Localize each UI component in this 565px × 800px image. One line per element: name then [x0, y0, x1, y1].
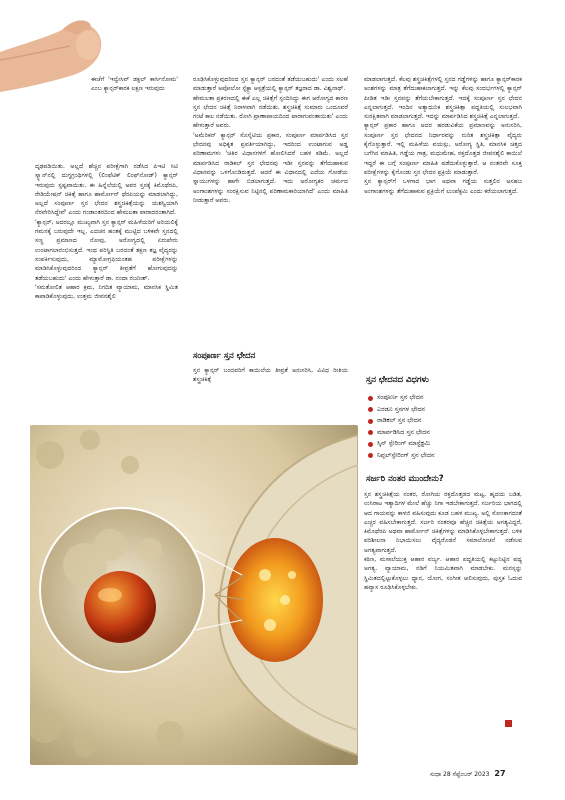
breast-tumor-illustration: [30, 425, 358, 765]
column-1-intro: [83, 75, 178, 94]
list-item: [368, 404, 528, 416]
column-2-body-text: ರೂಢಿಸಿಕೊಳ್ಳುವುದರಿಂದ ಸ್ತನ ಕ್ಯಾನ್ಸರ್ ಬರದಂತೆ ತಡೆಯಬಹುದು' ಎಂದು ಸಲಹೆ ಮಾಡುತ್ತಾರೆ ಅಪೋಲೋ ಸ್ಪೆಕ್ಟ್ರಾ ಆಸ್ಪತ್ರೆಯಲ್ಲಿ ಕ್ಯಾನ್ಸರ್ ತಜ್ಞರಾದ ಡಾ. ವಿಶ್ವನಾಥ್. ಹೇಮಲತಾ ಪ್ರಕರಣದಲ್ಲಿ ಈಕೆ ಎಲ್ಲ ಚಿಕಿತ್ಸೆಗೆ ಸ್ಪಂದಿಸಿದ್ದು ಈಗ ಆರೋಗ್ಯದ ಕಾರಣ ಸ್ತನ ಛೇದನ ಚಿಕಿತ್ಸೆ ನಿರಾಳವಾಗಿ ನಡೆಯಿತು. ಶಸ್ತ್ರಚಿಕಿತ್ಸೆ ಸುಮಾರು ಒಂದೂವರೆ ಗಂಟೆ ಕಾಲ ನಡೆಯಿತು. ರೋಗಿ ಪ್ರಾಣಾಪಾಯದಿಂದ ಪಾರಾಗುವಂತಾಯಿತು' ಎಂದು ಹೇಳುತ್ತಾರೆ ಅವರು. 'ಅಮೆರಿಕನ್ ಕ್ಯಾನ್ಸರ್ ಸೊಸೈಟಿಯ ಪ್ರಕಾರ, ಸಂಪೂರ್ಣ ಮಾರ್ಪಡಿಸಿದ ಸ್ತನ ಛೇದನವು ಅಧಿಕೃತ ಪ್ರವರ್ತಿಯಾಗಿದ್ದು, ಇದರಿಂದ ಉಂಟಾಗುವ ಅಡ್ಡ ಪರಿಣಾಮಗಳು 'ಚತಿರ ವಿಧಾನಗಳಿಗೆ ಹೋಲಿಸಿದರೆ ಬಹಳ ಕಡಿಮೆ. ಅಲ್ಲದೆ ಮಾರ್ಪಡಿಸಿದ ರಾಡಿಕಲ್ ಸ್ತನ ಛೇದನವು ಇಡೀ ಸ್ತನವನ್ನು ತೆಗೆದುಹಾಕುವ ವಿಧಾನವನ್ನು ಒಳಗೊಂಡಿರುತ್ತದೆ. ಆದರೆ ಈ ವಿಧಾನದಲ್ಲಿ ಎದೆಯ ಗೋಡೆಯ ಸ್ನಾಯುಗಳನ್ನು ಹಾಗೇ ಬಿಡಲಾಗುತ್ತದೆ. ಇದು ಅರೋಗ್ಯಕರ ಚರ್ಮದ ಅಂಗಾಂಶಗಳನ್ನು ಸಂರಕ್ಷಿಸುವ ನಿಟ್ಟಿನಲ್ಲಿ ಪರಿಣಾಮಕಾರಿಯಾಗಿದೆ' ಎಂದು ಮಾಹಿತಿ ನೀಡುತ್ತಾರೆ ಅವರು.: [193, 76, 348, 204]
column-3-after-surgery: [364, 490, 522, 715]
column-2: [193, 75, 348, 205]
heading-mastectomy-types: ಸ್ತನ ಛೇದನದ ವಿಧಗಳು: [366, 375, 429, 385]
list-item: [368, 415, 528, 427]
column-1-body-text: ದೃಢಪಡಿಯಿತು. ಅಲ್ಲದೆ ಹೆಚ್ಚಿನ ಪರೀಕ್ಷೆಗಾಗಿ ನಡೆಸಿದ ಪಿಇಟಿ ಸಿಟಿ ಸ್ಕ್ಯಾನ್‌ನಲ್ಲಿ ದುಗ್ಧಗ್ರಂಥಿಗಳಲ್ಲಿ (ಲಿಂಫೆಟಿಕ್ ಲಿಂಫ್‌ನೋಡ್) ಕ್ಯಾನ್ಸರ್ ಇರುವುದು ಸ್ಪಷ್ಟವಾಯಿತು. ಈ ಹಿನ್ನೆಲೆಯಲ್ಲಿ ಅವರ ಸ್ತನಕ್ಕೆ ಕಿಮೊಥೆರಪಿ, ರೇಡಿಯೇಷನ್ ಚಿಕಿತ್ಸೆ ಹಾಗೂ ಹಾರ್ಮೋನ್ ಥೆರಪಿಯನ್ನು ಮಾಡಲಾಗಿದ್ದು, ಅಲ್ಲದೆ ಸಂಪೂರ್ಣ ಸ್ತನ ಛೇದನ ಶಸ್ತ್ರಚಿಕಿತ್ಸೆಯನ್ನು ಯಶಸ್ವಿಯಾಗಿ ನೆರವೇರಿಸಿದ್ದೇವೆ' ಎಂದು ಗಂಡಾಂತರದಿಂದ ಹೇಮಲತಾ ಪಾರಾದರಂತಾಗಿದೆ. 'ಕ್ಯಾನ್ಸರ್, ಅದರಲ್ಲೂ ಮುಖ್ಯವಾಗಿ ಸ್ತನ ಕ್ಯಾನ್ಸರ್ ಮಹಿಳೆಯರಿಗೆ ಅರಿಯಲಿಕ್ಕೆ ಗಮನಕ್ಕೆ ಬರುವುದೇ ಇಲ್ಲ. ಎದಚನ ಹಂತಕ್ಕೆ ಮುಟ್ಟಿದ ಬಳಿಕವೇ ಸ್ತನದಲ್ಲಿ ಸಣ್ಣ ಪ್ರಮಾಣದ ನೋವು, ಅರೋಗ್ಯದಲ್ಲಿ ಏರುಪೇರು ಉಂಟಾಗಲಾರಂಭಿಸುತ್ತದೆ. ಇಂಥ ಪರಿಸ್ಥಿತಿ ಬರದಂತೆ ತಕ್ಷಣ ತಜ್ಞ ವೈದ್ಯರನ್ನು ಸಂಪರ್ಕಿಸುವುದು, ಮ್ಯಾಮೋಗ್ರಫಿಯಂತಹ ಪರೀಕ್ಷೆಗಳನ್ನು ಮಾಡಿಸಿಕೊಳ್ಳುವುದರಿಂದ ಕ್ಯಾನ್ಸರ್ ತೀವ್ರತೆಗೆ ಹೋಗುವುದನ್ನು ತಡೆಯಬಹುದು' ಎಂದು ಹೇಳುತ್ತಾರೆ ಡಾ. ನಂದಾ ರಜನೀಶ್. 'ಸಮತೋಲಿತ ಆಹಾರ ಕ್ರಮ, ನಿಗದಿತ ವ್ಯಾಯಾಮ, ಮಾನಸಿಕ ಸ್ಥಿಮಿತ ಕಾಪಾಡಿಕೊಳ್ಳುವುದು, ಉತ್ತಮ ಜೀವನಶೈಲಿ: [35, 163, 178, 301]
heading-after-surgery: ಸರ್ಜರಿ ನಂತರ ಮುಂದೇನು?: [366, 474, 444, 484]
column-3: [364, 75, 522, 350]
list-item-label: ಸಂಪೂರ್ಣ ಸ್ತನ ಛೇದನ: [377, 393, 424, 401]
column-1-body: [35, 162, 178, 301]
page-footer: [430, 769, 506, 779]
bullet-icon: [368, 396, 373, 401]
bullet-icon: [368, 407, 373, 412]
column-3-after-surgery-text: ಸ್ತನ ಶಸ್ತ್ರಚಿಕಿತ್ಸೆಯ ನಂತರ, ರೋಗಿಯ ರಕ್ತದೊತ್ತಡದ ಮಟ್ಟ, ಹೃದಯ ಬಡಿತ, ಉಸಿರಾಟ ಇತ್ಯಾದಿಗಳ ಮೇಲೆ ಹೆಚ್ಚು ನಿಗಾ ಇಡಬೇಕಾಗುತ್ತದೆ. ಸರ್ಜರಿಯ ಭಾಗದಲ್ಲಿ ಆದ ಗಾಯವನ್ನು ಕಾಳಜಿ ವಹಿಸುವುದು ಕೂಡ ಬಹಳ ಮುಖ್ಯ. ಅಲ್ಲಿ ಸೋಂಕಾಗದಂತೆ ಎಚ್ಚರ ವಹಿಸಬೇಕಾಗುತ್ತದೆ. ಸರ್ಜರಿ ನಂತರವೂ ಹೆಚ್ಚಿನ ಚಿಕಿತ್ಸೆಯ ಅಗತ್ಯವಿದ್ದರೆ, ಕಿಮೊಥೆರಪಿ ಅಥವಾ ಹಾರ್ಮೋನ್ ಚಿಕಿತ್ಸೆಗಳನ್ನು ಮಾಡಿಸಿಕೊಳ್ಳಬೇಕಾಗುತ್ತದೆ. ಬಳಿಕ ಪರಿಶೀಲನಾ ನಿಭಾಯಿಸಲು ವೈದ್ಯರೊಡನೆ ಸಮಾಲೋಚನೆ ನಡೆಸುವ ಅಗತ್ಯವಾಗುತ್ತದೆ. ಕಠಿಣ, ಮಸಾಲೆಯುಕ್ತ ಆಹಾರ ವರ್ಜ್ಯ. ಆಹಾರ ಪದ್ಧತಿಯಲ್ಲಿ ಕಟ್ಟುನಿಟ್ಟಿನ ಪಥ್ಯ ಅಗತ್ಯ. ವ್ಯಾಯಾಮ, ನಡಿಗೆ ನಿಯಮಿತವಾಗಿ ಮಾಡಬೇಕು. ಮನಸ್ಸನ್ನು ಸ್ಥಿಮಿತದಲ್ಲಿಟ್ಟುಕೊಳ್ಳಲು ಧ್ಯಾನ, ಯೋಗ, ಸಂಗೀತ ಆಲಿಸುವುದು, ಪುಸ್ತಕ ಓದುವ ಹವ್ಯಾಸ ರೂಢಿಸಿಕೊಳ್ಳಬೇಕು.: [364, 491, 522, 591]
column-2-section: [193, 366, 348, 385]
list-item-label: ಸ್ಕಿನ್ ಸ್ಪೇರಿಂಗ್ ಮಾಸ್ಟೆಕ್ಟಮಿ: [377, 439, 431, 447]
list-item-label: ನಿಪ್ಪಲ್‌ಸ್ಪೇರಿಂಗ್ ಸ್ತನ ಛೇದನ: [377, 450, 435, 459]
bullet-icon: [368, 430, 373, 435]
list-item: [368, 392, 528, 404]
list-item-label: ಮಾರ್ಪಡಿಸಿದ ಸ್ತನ ಛೇದನ: [377, 427, 430, 436]
end-mark: [505, 720, 512, 727]
column-2-section-text: ಸ್ತನ ಕ್ಯಾನ್ಸರ್ ಬಂದವರಿಗೆ ಕಾಯಿಲೆಯ ತೀವ್ರತೆ ಅನುಸರಿಸಿ, ವಿವಿಧ ರೀತಿಯ ಶಸ್ತ್ರಚಿಕಿತ್ಸೆ: [193, 367, 348, 384]
magazine-issue: ಸುಧಾ 28 ಸೆಪ್ಟೆಂಬರ್ 2023: [430, 771, 490, 778]
column-1-intro-text: ಈಚೆಗೆ 'ಇನ್ವೇಸಿವ್ ಡಕ್ಟಲ್ ಕಾರ್ಸಿನೋಮ' ಎಂಬ ಕ್ಯಾನ್ಸರ್‌ಕಾರಕ ಲಕ್ಷಣ ಇರುವುದು: [91, 76, 178, 93]
page-number: 27: [494, 769, 506, 778]
list-item-label: ಎರಡೂ ಸ್ತನಗಳ ಛೇದನ: [377, 404, 426, 413]
list-item: [368, 450, 528, 462]
heading-full-mastectomy: ಸಂಪೂರ್ಣ ಸ್ತನ ಛೇದನ: [193, 351, 256, 361]
list-item: [368, 438, 528, 450]
list-item-label: ರಾಡಿಕಲ್ ಸ್ತನ ಛೇದನ: [377, 416, 422, 424]
bullet-icon: [368, 453, 373, 458]
mastectomy-types-list: [368, 392, 528, 461]
bullet-icon: [368, 442, 373, 447]
list-item: [368, 427, 528, 439]
bullet-icon: [368, 419, 373, 424]
column-3-body-text: ಮಾಡಲಾಗುತ್ತದೆ. ಕೆಲವು ಶಸ್ತ್ರಚಿಕಿತ್ಸೆಗಳಲ್ಲಿ ಸ್ತನದ ಗಡ್ಡೆಗಳನ್ನು ಹಾಗೂ ಕ್ಯಾನ್ಸರ್‌ಕಾರಕ ಅಂಶಗಳನ್ನು ಮಾತ್ರ ತೆಗೆದುಹಾಕಲಾಗುತ್ತದೆ. ಇನ್ನು ಕೆಲವು ಸಂದರ್ಭಗಳಲ್ಲಿ ಕ್ಯಾನ್ಸರ್ ಪೀಡಿತ ಇಡೀ ಸ್ತನವನ್ನು ತೆಗೆಯಬೇಕಾಗುತ್ತದೆ. ಇದಕ್ಕೆ ಸಂಪೂರ್ಣ ಸ್ತನ ಛೇದನ ಎನ್ನಲಾಗುತ್ತದೆ. ಇಂದಿನ ಅತ್ಯಾಧುನಿಕ ಶಸ್ತ್ರಚಿಕಿತ್ಸಾ ಪದ್ಧತಿಯಲ್ಲಿ ಸುಲಭವಾಗಿ ಸುರಕ್ಷಿತವಾಗಿ ಮಾಡಲಾಗುತ್ತದೆ. ಇದನ್ನು ಮಾರ್ಪಡಿಸಿದ ಶಸ್ತ್ರಚಿಕಿತ್ಸೆ ಎನ್ನಲಾಗುತ್ತದೆ. ಕ್ಯಾನ್ಸರ್ ಪ್ರಕಾರ ಹಾಗೂ ಅದರ ಹರಡುವಿಕೆಯ ಪ್ರಮಾಣವನ್ನು ಅನುಸರಿಸಿ, ಸಂಪೂರ್ಣ ಸ್ತನ ಛೇದನದ ನಿರ್ಧಾರವನ್ನು ನುರಿತ ಶಸ್ತ್ರಚಿಕಿತ್ಸಾ ವೈದ್ಯರು ಕೈಗೊಳ್ಳುತ್ತಾರೆ. ಇಲ್ಲಿ ಮಹಿಳೆಯ ವಯಸ್ಸು, ಅರೋಗ್ಯ ಸ್ಥಿತಿ, ಮಾನಸಿಕ ಚಿತ್ತದ ಬಗೆಗಿನ ಮಾಹಿತಿ, ಗಡ್ಡೆಯ ಗಾತ್ರ, ಮಧುಮೇಹ, ರಕ್ತದೊತ್ತಡ ಜೀವನಶೈಲಿ ಕಾಯಿಲೆ ಇದ್ದರೆ ಈ ಬಗ್ಗೆ ಸಂಪೂರ್ಣ ಮಾಹಿತಿ ಪಡೆದುಕೊಳ್ಳುತ್ತಾರೆ. ಆ ನಂತರವೇ ಸೂಕ್ತ ಪರೀಕ್ಷೆಗಳನ್ನು ಕೈಗೊಂಡು ಸ್ತನ ಛೇದನ ಪ್ರಕ್ರಿಯೆ ಮಾಡುತ್ತಾರೆ. ಸ್ತನ ಕ್ಯಾನ್ಸರ್‌ಗೆ ಒಳಗಾದ ಭಾಗ ಅಥವಾ ಗಡ್ಡೆಯ ಸುತ್ತಲಿನ ಅಸಹಜ ಅಂಗಾಂಶಗಳನ್ನು ತೆಗೆದುಹಾಕುವ ಪ್ರಕ್ರಿಯೆಗೆ ಲುಂಪೆಕ್ಟಮಿ ಎಂದು ಕರೆಯಲಾಗುತ್ತದೆ.: [364, 76, 522, 195]
